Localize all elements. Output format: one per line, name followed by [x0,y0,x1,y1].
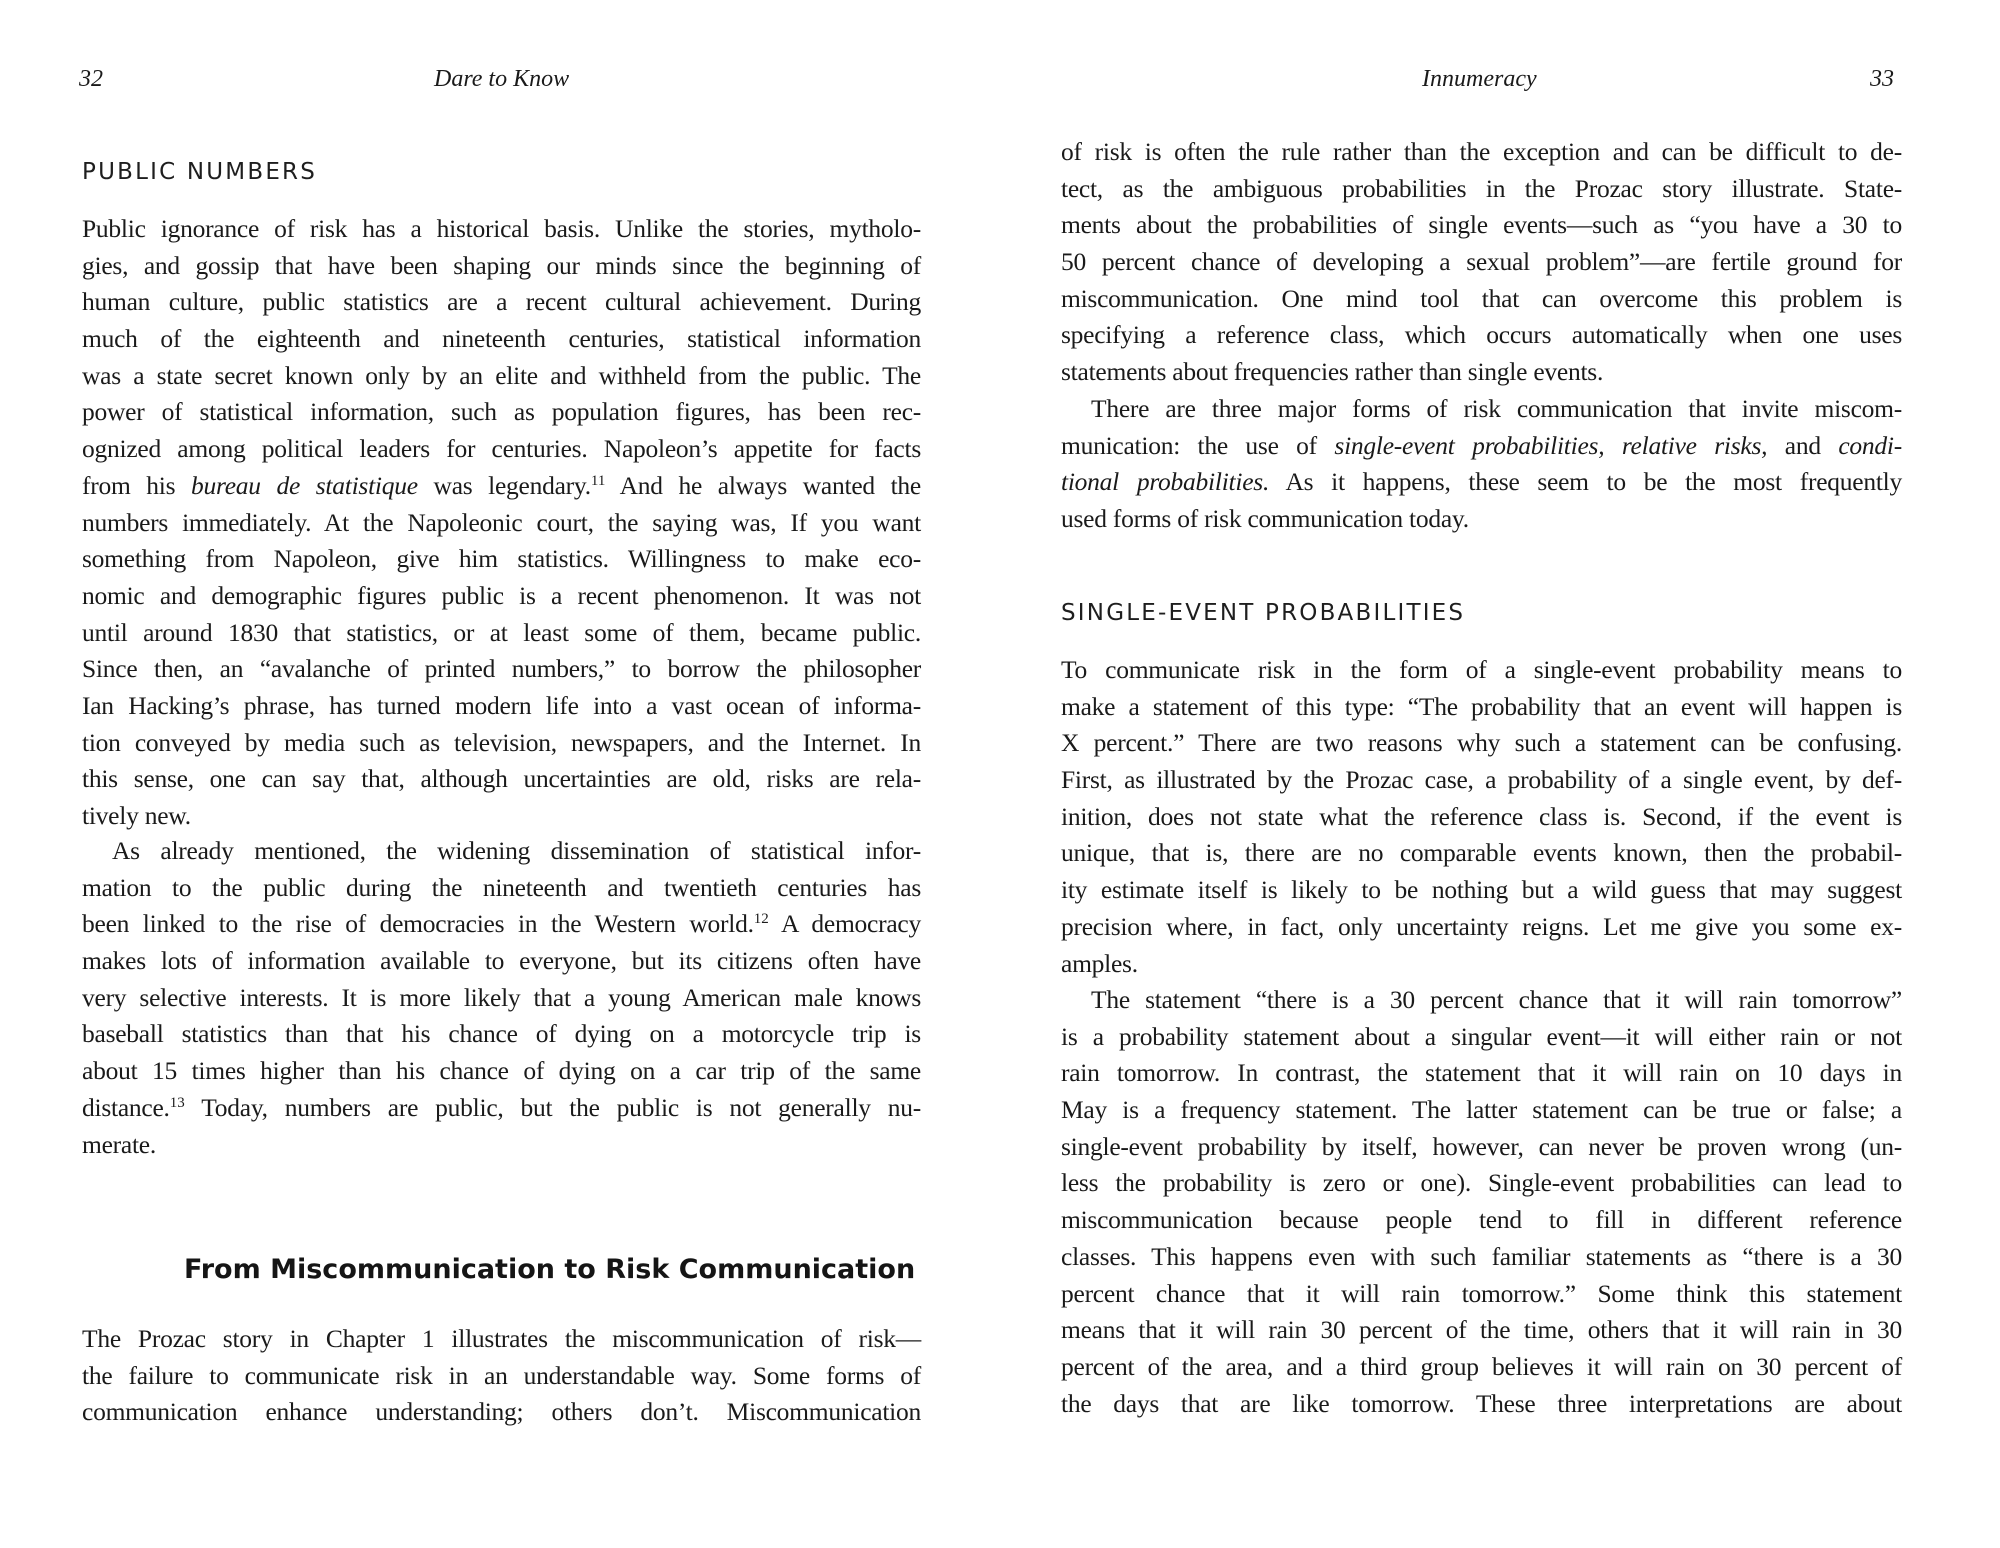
text-line: power of statistical information, such as population figures, has been rec- [82,397,921,427]
paragraph [82,833,921,1163]
text-line: classes. This happens even with such familiar statements as “there is a 30 [1061,1241,1902,1271]
paragraph [1061,391,1902,538]
text-line: To communicate risk in the form of a single-event probability means to [1061,655,1902,684]
text-line: As already mentioned, the widening dissemination of statistical infor- [112,836,921,865]
text-line: tively new. [82,801,191,830]
text-line: of risk is often the rule rather than the exception and can be difficult to de- [1061,137,1902,166]
paragraph [1061,652,1902,982]
text-line: much of the eighteenth and nineteenth centuries, statistical information [82,324,921,354]
text-line: Public ignorance of risk has a historical basis. Unlike the stories, mytholo- [82,214,921,243]
chapter-subheading: From Miscommunication to Risk Communication [184,1254,916,1285]
text-line: means that it will rain 30 percent of the time, others that it will rain in 30 [1061,1315,1902,1345]
text-line: communication enhance understanding; others don’t. Miscommunication [82,1397,921,1427]
text-line: gies, and gossip that have been shaping our minds since the beginning of [82,250,921,280]
text-line: Since then, an “avalanche of printed numbers,” to borrow the philosopher [82,654,921,684]
text-line: X percent.” There are two reasons why such a statement can be confusing. [1061,728,1902,758]
text-line: make a statement of this type: “The probability that an event will happen is [1061,691,1902,721]
text-line: specifying a reference class, which occurs automatically when one uses [1061,320,1902,350]
text-line: less the probability is zero or one). Single-event probabilities can lead to [1061,1168,1902,1198]
text-line: Ian Hacking’s phrase, has turned modern life into a vast ocean of informa- [82,690,921,720]
text-line: munication: the use of single-event probabilities, relative risks, and condi- [1061,430,1902,460]
italic-text: bureau de statistique [190,470,418,500]
text-line: baseball statistics than that his chance of dying on a motorcycle trip is [82,1019,921,1049]
text-line: miscommunication because people tend to fill in different reference [1061,1205,1902,1235]
text-line: until around 1830 that statistics, or at least some of them, became public. [82,617,921,647]
text-line: percent of the area, and a third group believes it will rain on 30 percent of [1061,1351,1902,1381]
footnote-ref[interactable]: 13 [169,1094,185,1111]
section-heading: SINGLE-EVENT PROBABILITIES [1061,600,1466,626]
text-line: this sense, one can say that, although uncertainties are old, risks are rela- [82,764,921,794]
text-line: The statement “there is a 30 percent chance that it will rain tomorrow” [1091,985,1902,1014]
text-line: The Prozac story in Chapter 1 illustrates the miscommunication of risk— [82,1324,921,1353]
text-line: nomic and demographic figures public is a recent phenomenon. It was not [82,580,921,610]
text-line: very selective interests. It is more likely that a young American male knows [82,982,921,1012]
text-line: percent chance that it will rain tomorrow.” Some think this statement [1061,1278,1902,1308]
text-line: is a probability statement about a singular event—it will either rain or not [1061,1021,1902,1051]
text-line: precision where, in fact, only uncertainty reigns. Let me give you some ex- [1061,911,1902,941]
text-line: numbers immediately. At the Napoleonic court, the saying was, If you want [82,507,921,537]
italic-text: condi- [1838,430,1902,460]
text-line: tion conveyed by media such as television, newspapers, and the Internet. In [82,727,921,757]
text-line: mation to the public during the nineteenth and twentieth centuries has [82,872,921,902]
text-line: inition, does not state what the reference class is. Second, if the event is [1061,801,1902,831]
text-line: about 15 times higher than his chance of dying on a car trip of the same [82,1056,921,1086]
text-line: been linked to the rise of democracies in the Western world.$^{12}$ A democracy [82,909,921,939]
text-line: used forms of risk communication today. [1061,504,1469,534]
right-page [1000,0,2000,1548]
page-number: 33 [1870,66,1894,92]
text-line: There are three major forms of risk communication that invite miscom- [1091,394,1902,423]
italic-text: tional probabilities. [1061,467,1270,497]
text-line: miscommunication. One mind tool that can overcome this problem is [1061,283,1902,313]
text-line: May is a frequency statement. The latter statement can be true or false; a [1061,1095,1902,1125]
text-line: tional probabilities. As it happens, these seem to be the most frequently [1061,467,1902,497]
text-line: the failure to communicate risk in an understandable way. Some forms of [82,1360,921,1390]
paragraph [1061,134,1902,391]
text-line: ognized among political leaders for centuries. Napoleon’s appetite for facts [82,434,921,464]
running-head: Innumeracy [1422,66,1537,92]
text-line: distance.$^{13}$ Today, numbers are public, but the public is not generally nu- [82,1092,921,1122]
text-line: single-event probability by itself, however, can never be proven wrong (un- [1061,1131,1902,1161]
text-line: something from Napoleon, give him statistics. Willingness to make eco- [82,544,921,574]
text-line: amples. [1061,948,1138,978]
text-line: merate. [82,1129,156,1159]
page-number: 32 [79,66,103,92]
text-line: unique, that is, there are no comparable events known, then the probabil- [1061,838,1902,868]
text-line: human culture, public statistics are a recent cultural achievement. During [82,287,921,317]
paragraph [82,211,921,835]
text-line: First, as illustrated by the Prozac case, a probability of a single event, by def- [1061,765,1902,795]
text-line: was a state secret known only by an elite and withheld from the public. The [82,360,921,390]
italic-text: single-event probabilities, relative risks, [1334,430,1768,460]
paragraph [1061,982,1902,1422]
text-line: 50 percent chance of developing a sexual problem”—are fertile ground for [1061,247,1902,277]
text-line: ity estimate itself is likely to be nothing but a wild guess that may suggest [1061,875,1902,905]
section-heading: PUBLIC NUMBERS [82,159,318,185]
paragraph [82,1321,921,1431]
footnote-ref[interactable]: 11 [590,472,606,489]
text-line: statements about frequencies rather than single events. [1061,357,1604,387]
text-line: rain tomorrow. In contrast, the statement that it will rain on 10 days in [1061,1058,1902,1088]
text-line: makes lots of information available to everyone, but its citizens often have [82,946,921,976]
text-line: tect, as the ambiguous probabilities in the Prozac story illustrate. State- [1061,173,1902,203]
text-line: ments about the probabilities of single events—such as “you have a 30 to [1061,210,1902,240]
text-line: from his bureau de statistique was legendary.$^{11}$ And he always wanted the [82,470,921,500]
running-head: Dare to Know [434,66,570,92]
footnote-ref[interactable]: 12 [753,911,769,928]
text-line: the days that are like tomorrow. These three interpretations are about [1061,1388,1902,1418]
